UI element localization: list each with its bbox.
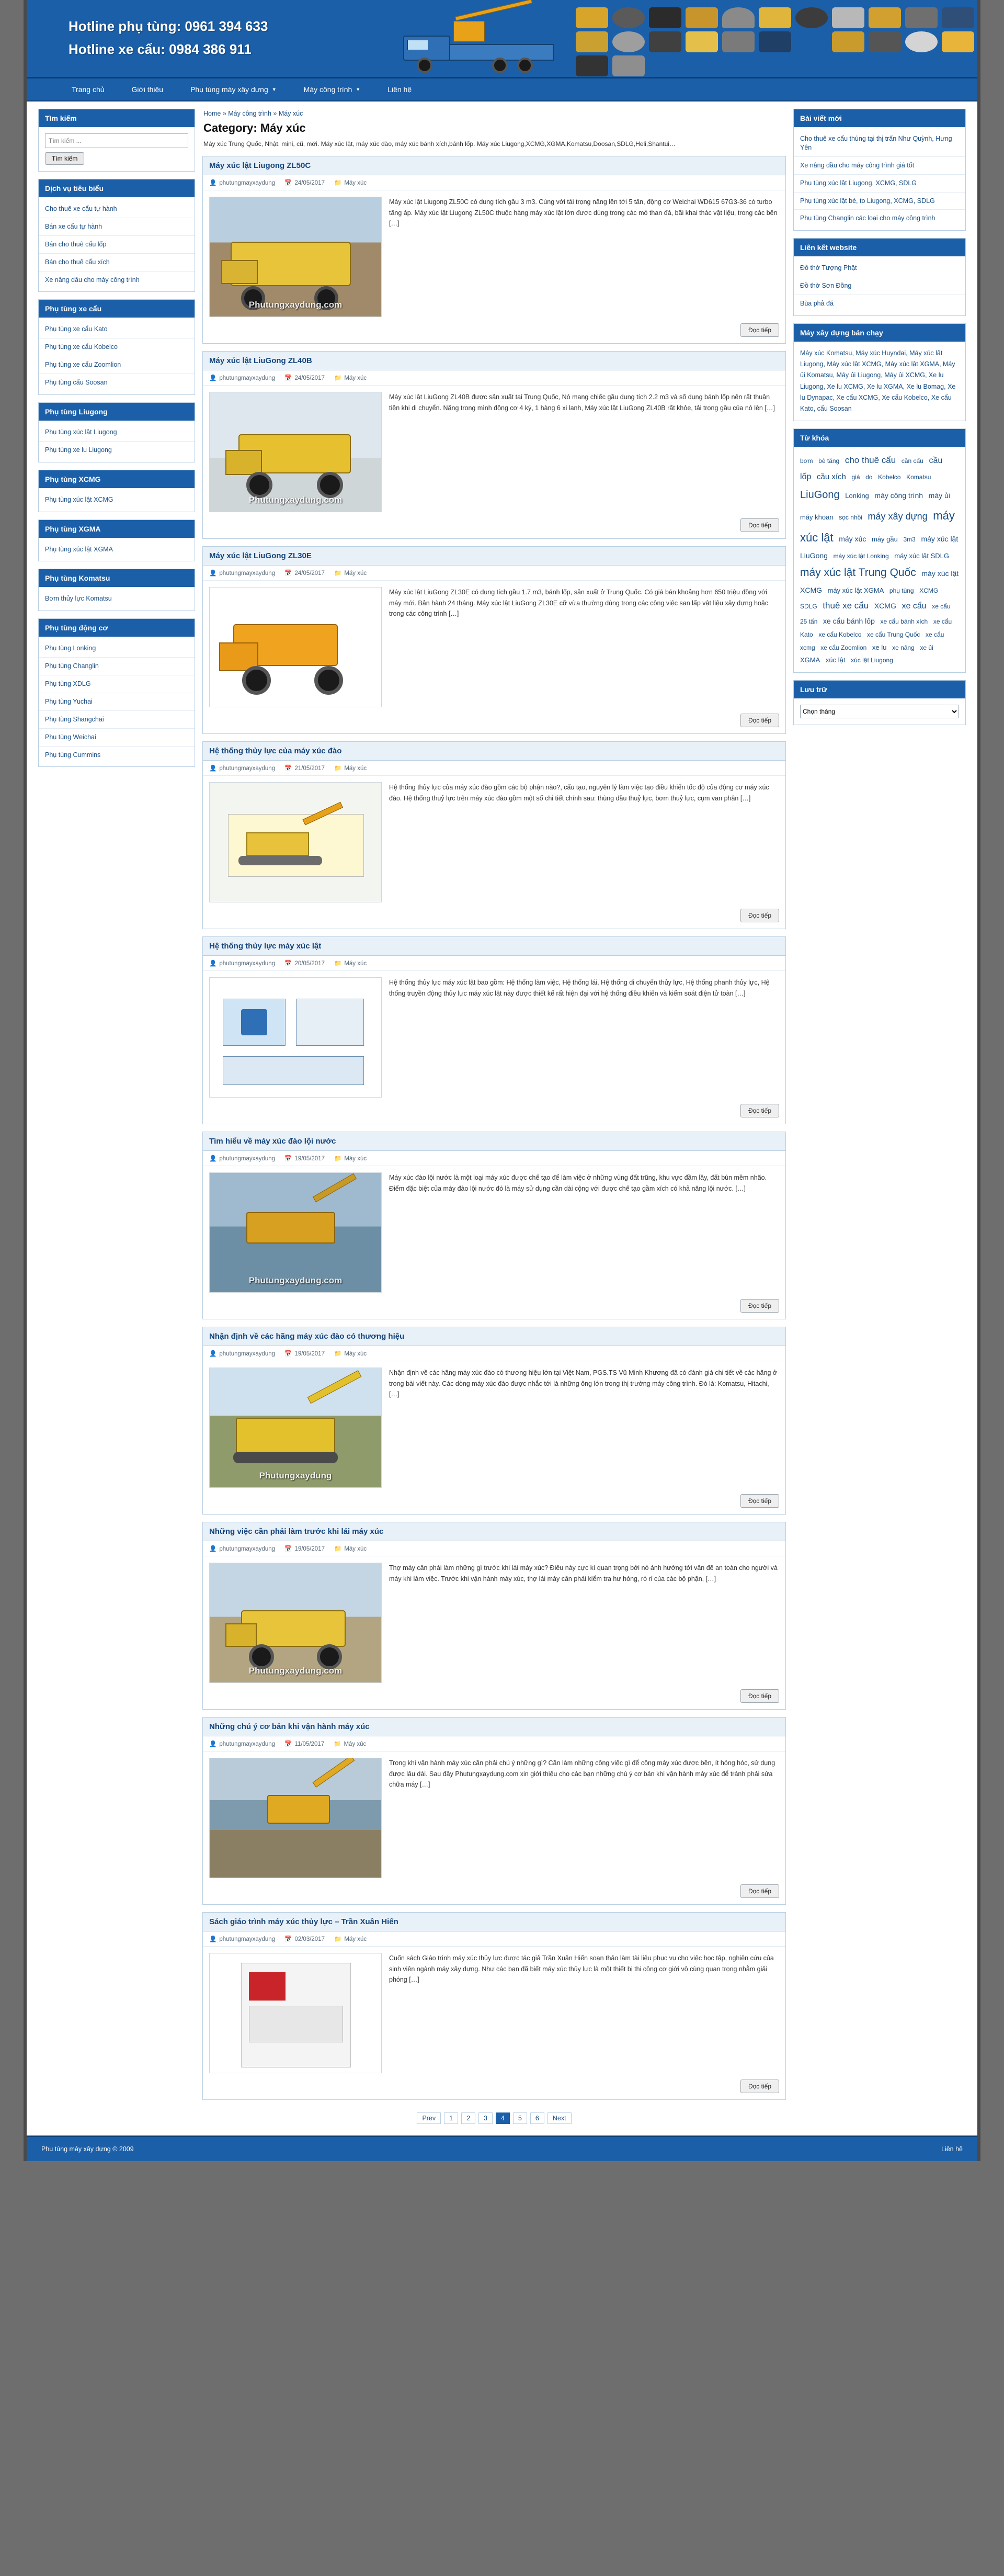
nav-label-4: Liên hệ [387,85,412,94]
tag-41[interactable]: xe lu [872,643,887,651]
widget-bestsellers [793,323,966,422]
tag-35[interactable]: xe cẩu bánh xích [880,618,928,626]
post-item [202,1522,786,1710]
sidebar-item-engine-6[interactable]: Phụ tùng Cummins [45,751,101,759]
post-category[interactable]: 📁 Máy xúc [334,1741,367,1747]
search-button[interactable]: Tìm kiếm [45,152,84,165]
tag-7[interactable]: do [865,473,873,481]
widget-crane-parts [38,299,195,395]
tag-20[interactable]: 3m3 [903,535,916,543]
calendar-icon: 📅 [284,961,292,967]
post-excerpt: Máy xúc lật Liugong ZL50C có dung tích gầu 3 m3. Cùng với tải trọng nâng lên tới 5 tấn, động cơ Weichai WD615 67G3-36 có turbo tăng áp. Máy xúc lật Liugong ZL50C thuộc hàng máy xúc lật lớn được dùng trong các mỏ than đá, bãi khai thác vật liệu, trong các bến […] [389,198,778,228]
user-icon: 👤 [209,1546,217,1552]
folder-icon: 📁 [334,961,342,967]
pagination-next[interactable]: Next [547,2112,572,2124]
calendar-icon: 📅 [284,180,292,186]
user-icon: 👤 [209,180,217,186]
tag-26[interactable]: máy xúc lật XGMA [827,586,884,595]
image-watermark: Phutungxaydung [259,1471,332,1481]
main-content [202,109,786,2126]
folder-icon: 📁 [334,1936,342,1942]
tag-40[interactable]: xe cẩu Zoomlion [820,643,867,651]
read-more-button[interactable]: Đọc tiếp [740,1494,779,1508]
tag-27[interactable]: phụ tùng [889,587,914,595]
widget-komatsu-parts [38,569,195,611]
widget-recent-posts [793,109,966,231]
post-author: 👤 phutungmayxaydung [209,1741,276,1747]
tag-4[interactable]: cầu lốp [800,456,943,481]
read-more-button[interactable]: Đọc tiếp [740,518,779,532]
post-author: 👤 phutungmayxaydung [209,570,276,577]
sidebar-item-liugong-0[interactable]: Phụ tùng xúc lật Liugong [39,424,195,442]
widget-title: Phụ tùng XCMG [39,470,195,488]
post-item [202,1717,786,1905]
tag-28[interactable]: XCMG [919,587,939,595]
read-more-button[interactable]: Đọc tiếp [740,1104,779,1117]
read-more-button[interactable]: Đọc tiếp [740,2080,779,2093]
tag-3[interactable]: cần cẩu [901,457,923,465]
post-thumbnail[interactable] [209,1953,382,2073]
post-author: 👤 phutungmayxaydung [209,765,276,772]
post-excerpt: Hệ thống thủy lực máy xúc lật bao gồm: Hệ thống làm việc, Hệ thống lái, Hệ thống di chuyển thủy lực, Hệ thống phanh thủy lực, Hệ thống truyền động thủy lực máy xúc lật này được thiết kế rất hiện đại với hệ thống điều khiển và kiểm soát điện tử toàn […] [389,979,770,997]
sidebar-item-crane-3[interactable]: Phụ tùng cẩu Soosan [45,379,108,386]
nav-item-4[interactable] [374,78,425,100]
post-author: 👤 phutungmayxaydung [209,1936,276,1942]
widget-title: Từ khóa [794,429,965,447]
sidebar-item-komatsu-0[interactable]: Bơm thủy lực Komatsu [45,595,112,603]
post-author: 👤 phutungmayxaydung [209,1546,276,1552]
post-category[interactable]: 📁 Máy xúc [334,961,367,967]
recent-post-3[interactable]: Phụ tùng xúc lật bé, to Liugong, XCMG, SDLG [794,193,965,210]
folder-icon: 📁 [334,1546,342,1552]
post-thumbnail[interactable] [209,977,382,1098]
pagination[interactable] [202,2107,786,2126]
tag-1[interactable]: bê tăng [818,457,840,465]
sidebar-item-service-3[interactable]: Bán cho thuê cẩu xích [39,254,195,272]
post-date: 📅 21/05/2017 [284,765,325,772]
read-more-button[interactable]: Đọc tiếp [740,1689,779,1703]
sidebar-item-service-1[interactable]: Bán xe cẩu tự hành [39,218,195,236]
post-date: 📅 19/05/2017 [284,1351,325,1357]
post-thumbnail[interactable] [209,1563,382,1683]
folder-icon: 📁 [334,1741,341,1747]
widget-engine-parts [38,618,195,767]
tag-17[interactable]: máy xúc lật [800,509,955,544]
calendar-icon: 📅 [284,1351,292,1357]
post-category[interactable]: 📁 Máy xúc [334,1546,367,1552]
crane-truck-illustration [403,9,565,70]
post-excerpt: Nhận định về các hãng máy xúc đào có thương hiệu lớn tại Việt Nam, PGS.TS Vũ Minh Khương đã có đánh giá chi tiết về các hãng ở trong bài viết này. Các dòng máy xúc đào được nhắc tới là những ông lớn trong thị trường máy công trình. Đó là: Komatsu, Hitachi, […] [389,1369,778,1398]
tag-12[interactable]: máy công trình [874,491,923,500]
right-sidebar [793,109,966,732]
sidebar-item-crane-0[interactable]: Phụ tùng xe cẩu Kato [39,321,195,338]
image-watermark: Phutungxaydung.com [248,1275,343,1285]
widget-archives [793,680,966,725]
nav-item-3[interactable] [290,78,374,100]
widget-title: Dịch vụ tiêu biểu [39,179,195,197]
post-category[interactable]: 📁 Máy xúc [334,1351,367,1357]
post-author: 👤 phutungmayxaydung [209,375,276,381]
nav-label-2: Phụ tùng máy xây dựng [190,85,268,94]
read-more-button[interactable]: Đọc tiếp [740,323,779,337]
widget-links [793,238,966,316]
tag-14[interactable]: máy khoan [800,513,834,522]
image-watermark: Phutungxaydung.com [248,1666,343,1676]
post-category[interactable]: 📁 Máy xúc [334,570,367,577]
tag-19[interactable]: máy gầu [871,535,898,543]
post-title[interactable]: Máy xúc lật LiuGong ZL40B [209,356,312,365]
user-icon: 👤 [209,375,217,381]
widget-title: Liên kết website [794,239,965,256]
folder-icon: 📁 [334,180,342,186]
post-excerpt: Máy xúc đào lội nước là một loại máy xúc được chế tạo để làm việc ở những vùng đất trũng, khu vực đầm lầy, đất bùn mềm nhão. Điểm đặc biệt của máy đào lội nước đó là máy sử dụng cần dài cộng với được chế tạo gầm xích có khả năng lội nước. […] [389,1174,767,1192]
tag-38[interactable]: xe cẩu Trung Quốc [867,631,920,639]
post-date: 📅 24/05/2017 [284,180,325,186]
calendar-icon: 📅 [284,1936,292,1942]
tag-11[interactable]: Lonking [845,492,869,500]
tag-43[interactable]: xe ủi [920,643,933,651]
left-sidebar [38,109,195,774]
pagination-prev[interactable]: Prev [417,2112,441,2124]
folder-icon: 📁 [334,570,342,577]
tag-cloud[interactable] [794,447,965,672]
post-item [202,351,786,539]
post-author: 👤 phutungmayxaydung [209,1351,276,1357]
post-category[interactable]: 📁 Máy xúc [334,1936,367,1942]
user-icon: 👤 [209,1156,217,1162]
hotline-crane: Hotline xe cẩu: 0984 386 911 [69,41,252,57]
post-excerpt: Cuốn sách Giáo trình máy xúc thủy lực được tác giả Trần Xuân Hiến soạn thảo làm tài liệu phục vụ cho việc học tập, nghiên cứu của sinh viên ngành máy xây dựng. Như các bạn đã biết máy xúc thủy lực là một thiết bị thi công cơ giới vô cùng quan trọng nhằm giải phóng […] [389,1954,774,1984]
post-excerpt: Hệ thống thủy lực của máy xúc đào gồm các bộ phận nào?, cấu tạo, nguyên lý làm việc tạo điều khiển tốc độ của động cơ máy xúc đào. Hệ thống thuỷ lực trên máy xúc đào gồm một số chi tiết chính sau: thùng dầu thuỷ lực, bơm thuỷ lực, cụm van phân […] [389,784,769,802]
bestsellers-text: Máy xúc Komatsu, Máy xúc Huyndai, Máy xúc lật Liugong, Máy xúc lật XCMG, Máy xúc lật XGMA, Máy ủi Komatsu, Máy ủi Liugong, Máy ủi XCMG, Xe lu Liugong, Xe lu XCMG, Xe lu XGMA, Xe lu Bomag, Xe lu Dynapac, Xe cẩu XCMG, Xe cẩu Kobelco, Xe cẩu Kato, cẩu Soosan [800,349,956,413]
sidebar-item-engine-3[interactable]: Phụ tùng Yuchai [39,693,195,711]
sidebar-item-service-4[interactable]: Xe nâng dầu cho máy công trình [45,276,140,284]
user-icon: 👤 [209,1741,217,1747]
sidebar-item-xcmg-0[interactable]: Phụ tùng xúc lật XCMG [45,495,113,503]
pagination-page-5[interactable]: 5 [513,2112,527,2124]
chevron-down-icon: ▼ [271,87,277,92]
recent-post-4[interactable]: Phụ tùng Changlin các loại cho máy công trình [800,214,935,222]
recent-post-2[interactable]: Phụ tùng xúc lật Liugong, XCMG, SDLG [794,175,965,193]
sidebar-item-service-2[interactable]: Bán cho thuê cẩu lốp [39,236,195,254]
calendar-icon: 📅 [284,570,292,577]
post-date: 📅 20/05/2017 [284,961,325,967]
post-item [202,741,786,929]
nav-item-0[interactable] [58,78,118,100]
tag-29[interactable]: SDLG [800,603,817,611]
nav-label-1: Giới thiệu [131,85,164,94]
widget-title: Phụ tùng Liugong [39,403,195,421]
link-item-2[interactable]: Bùa phả đá [800,300,834,307]
tag-45[interactable]: xúc lật [825,656,846,664]
recent-post-0[interactable]: Cho thuê xe cẩu thùng tại thị trấn Như Quỳnh, Hưng Yên [794,130,965,157]
calendar-icon: 📅 [284,765,292,772]
read-more-button[interactable]: Đọc tiếp [740,909,779,922]
recent-post-1[interactable]: Xe nâng dầu cho máy công trình giá tốt [794,157,965,175]
post-title[interactable]: Những việc cần phải làm trước khi lái máy xúc [209,1527,384,1536]
folder-icon: 📁 [334,1156,342,1162]
image-watermark: Phutungxaydung.com [248,495,343,505]
widget-title: Bài viết mới [794,109,965,127]
sidebar-item-engine-4[interactable]: Phụ tùng Shangchai [39,711,195,729]
post-thumbnail[interactable] [209,1368,382,1488]
calendar-icon: 📅 [284,1156,292,1162]
post-item [202,156,786,344]
post-item [202,1912,786,2100]
widget-tag-cloud [793,428,966,673]
tag-34[interactable]: xe cẩu bánh lốp [823,617,875,626]
post-thumbnail[interactable] [209,782,382,902]
post-author: 👤 phutungmayxaydung [209,961,276,967]
tag-2[interactable]: cho thuê cẩu [845,455,896,466]
pagination-page-1[interactable]: 1 [444,2112,458,2124]
tag-6[interactable]: giá [851,473,860,481]
sidebar-item-engine-0[interactable]: Phụ tùng Lonking [39,640,195,658]
post-category[interactable]: 📁 Máy xúc [334,1156,367,1162]
post-item [202,1132,786,1319]
category-description: Máy xúc Trung Quốc, Nhật, mini, cũ, mới. Máy xúc lật, máy xúc đào, máy xúc bánh xích,bánh lốp. Máy xúc Liugong,XCMG,XGMA,Komatsu,Doosan,SDLG,Heli,Shantui… [203,140,676,148]
post-category[interactable]: 📁 Máy xúc [334,765,367,772]
tag-24[interactable]: máy xúc lật Trung Quốc [800,567,916,579]
tag-16[interactable]: máy xây dựng [868,511,928,522]
link-item-1[interactable]: Đồ thờ Sơn Đồng [794,277,965,295]
post-title[interactable]: Hệ thống thủy lực máy xúc lật [209,942,322,951]
sidebar-item-engine-2[interactable]: Phụ tùng XDLG [39,675,195,693]
post-title[interactable]: Hệ thống thủy lực của máy xúc đào [209,747,342,755]
post-author: 👤 phutungmayxaydung [209,1156,276,1162]
read-more-button[interactable]: Đọc tiếp [740,1884,779,1898]
breadcrumb[interactable]: Home » Máy công trình » Máy xúc [203,110,303,117]
post-thumbnail[interactable] [209,197,382,317]
user-icon: 👤 [209,570,217,577]
post-thumbnail[interactable] [209,1758,382,1878]
tag-13[interactable]: máy ủi [928,491,950,500]
widget-title: Phụ tùng xe cẩu [39,300,195,318]
post-title[interactable]: Những chú ý cơ bản khi vận hành máy xúc [209,1722,370,1731]
tag-15[interactable]: sọc nhồi [839,514,862,522]
widget-liugong-parts [38,402,195,462]
footer-contact-link[interactable]: Liên hệ [941,2145,963,2153]
tag-32[interactable]: xe cẩu [902,602,927,611]
archive-select[interactable] [800,705,959,718]
sidebar-item-service-0[interactable]: Cho thuê xe cẩu tự hành [39,200,195,218]
widget-title: Phụ tùng động cơ [39,619,195,637]
post-title[interactable]: Máy xúc lật LiuGong ZL30E [209,551,312,560]
tag-10[interactable]: LiuGong [800,489,840,501]
sidebar-item-xgma-0[interactable]: Phụ tùng xúc lật XGMA [45,545,113,553]
pagination-page-current: 4 [496,2112,510,2124]
chevron-down-icon: ▼ [356,87,361,92]
post-excerpt: Trong khi vận hành máy xúc cần phải chú ý những gì? Cần làm những công việc gì để công máy xúc được bền, ít hỏng hóc, sử dụng được lâu dài. Sau đây Phutungxaydung.com xin giới thiệu cho các bạn những chú ý cơ bản khi vận hành máy xúc để tránh phải sửa chữa máy […] [389,1759,775,1789]
post-thumbnail[interactable] [209,587,382,707]
post-thumbnail[interactable] [209,392,382,512]
site-footer [27,2136,977,2161]
pagination-page-3[interactable]: 3 [478,2112,493,2124]
tag-39[interactable]: xe cẩu xcmg [800,631,944,651]
calendar-icon: 📅 [284,1546,292,1552]
hotline-block [69,15,268,61]
post-excerpt: Máy xúc lật LiuGong ZL40B được sản xuất tại Trung Quốc, Nó mang chiếc gầu dung tích 2.2 m3 và số dụng bánh lốp nên rất thuận tiện khi di chuyển. Nặng trong mình động cơ 4 ký, 1 hàng 6 xi lanh, Máy xúc lật LiuGong ZL40B rất khỏe, tải trọng gầu của nó lên […] [389,393,775,412]
link-item-0[interactable]: Đồ thờ Tượng Phật [794,259,965,277]
pagination-page-2[interactable]: 2 [461,2112,475,2124]
tag-33[interactable]: xe cẩu 25 tấn [800,603,951,626]
post-category[interactable]: 📁 Máy xúc [334,375,367,381]
widget-search [38,109,195,172]
widget-title: Phụ tùng Komatsu [39,569,195,587]
post-date: 📅 24/05/2017 [284,570,325,577]
widget-featured-services [38,179,195,292]
nav-item-2[interactable] [177,78,290,100]
post-excerpt: Thợ máy cần phải làm những gì trước khi lái máy xúc? Điều này cực kì quan trọng bởi nó ảnh hưởng tới vấn đề an toàn cho người và máy khi làm việc. Trước khi vận hành máy xúc, thợ lái máy cần phải kiểm tra hư hỏng, rò rỉ của các bộ phận, […] [389,1564,778,1583]
page-root [24,0,980,2161]
post-title[interactable]: Máy xúc lật Liugong ZL50C [209,161,311,170]
widget-xcmg-parts [38,470,195,512]
calendar-icon: 📅 [284,1741,292,1747]
spare-parts-collage [576,4,977,74]
header-banner-art [393,0,977,78]
post-item [202,546,786,734]
sidebar-item-liugong-1[interactable]: Phụ tùng xe lu Liugong [45,446,112,454]
post-title[interactable]: Nhận định về các hãng máy xúc đào có thương hiệu [209,1332,405,1341]
tag-5[interactable]: cầu xích [816,472,846,481]
post-item [202,936,786,1124]
tag-18[interactable]: máy xúc [839,534,866,543]
post-title[interactable]: Sách giáo trình máy xúc thủy lực – Trần Xuân Hiến [209,1917,398,1926]
post-excerpt: Máy xúc lật LiuGong ZL30E có dung tích gầu 1.7 m3, bánh lốp, sản xuất ở Trung Quốc. Có giá bán khoảng hơn 650 triệu đồng với máy mới. Bản hành 24 tháng. Máy xúc lật LiuGong ZL30E cỡ vừa thường dùng trong các công việc san lấp vật liệu xây dựng hoặc trong các công trình […] [389,589,769,618]
post-date: 📅 02/03/2017 [284,1936,325,1942]
tag-0[interactable]: bơm [800,457,813,465]
sidebar-item-crane-1[interactable]: Phụ tùng xe cẩu Kobelco [39,338,195,356]
read-more-button[interactable]: Đọc tiếp [740,714,779,727]
footer-copyright: Phụ tùng máy xây dựng © 2009 [41,2145,134,2153]
tag-22[interactable]: máy xúc lật Lonking [833,552,889,560]
nav-label-0: Trang chủ [72,85,105,94]
page-title: Category: Máy xúc [203,121,306,134]
nav-label-3: Máy công trình [303,85,352,94]
tag-36[interactable]: xe cẩu Kato [800,618,952,639]
calendar-icon: 📅 [284,375,292,381]
post-category[interactable]: 📁 Máy xúc [334,180,367,186]
tag-42[interactable]: xe nâng [892,643,915,651]
post-date: 📅 24/05/2017 [284,375,325,381]
tag-25[interactable]: máy xúc lật XCMG [800,569,959,595]
content-wrapper [27,101,977,2136]
sidebar-item-engine-5[interactable]: Phụ tùng Weichai [39,729,195,747]
nav-item-1[interactable] [118,78,177,100]
post-item [202,1327,786,1515]
widget-title: Máy xây dựng bán chạy [794,324,965,342]
post-date: 📅 19/05/2017 [284,1156,325,1162]
user-icon: 👤 [209,1351,217,1357]
widget-title: Phụ tùng XGMA [39,520,195,538]
post-date: 📅 11/05/2017 [284,1741,325,1747]
site-header [27,0,977,78]
post-author: 👤 phutungmayxaydung [209,180,276,186]
image-watermark: Phutungxaydung.com [248,300,343,310]
tag-8[interactable]: Kobelco [878,473,901,481]
widget-xgma-parts [38,519,195,562]
tag-37[interactable]: xe cẩu Kobelco [818,631,862,639]
user-icon: 👤 [209,765,217,772]
main-navigation[interactable] [27,78,977,101]
sidebar-item-engine-1[interactable]: Phụ tùng Changlin [39,658,195,675]
post-title[interactable]: Tìm hiểu về máy xúc đào lội nước [209,1137,336,1146]
folder-icon: 📁 [334,1351,342,1357]
sidebar-item-crane-2[interactable]: Phụ tùng xe cẩu Zoomlion [39,356,195,374]
tag-44[interactable]: XGMA [800,656,820,664]
post-thumbnail[interactable] [209,1172,382,1293]
widget-title: Lưu trữ [794,681,965,698]
tag-30[interactable]: thuê xe cẩu [823,601,869,611]
user-icon: 👤 [209,961,217,967]
pagination-page-6[interactable]: 6 [530,2112,544,2124]
folder-icon: 📁 [334,375,342,381]
user-icon: 👤 [209,1936,217,1942]
tag-9[interactable]: Komatsu [906,473,931,481]
folder-icon: 📁 [334,765,342,772]
widget-search-title: Tìm kiếm [39,109,195,127]
hotline-parts: Hotline phụ tùng: 0961 394 633 [69,18,268,34]
post-date: 📅 19/05/2017 [284,1546,325,1552]
tag-23[interactable]: máy xúc lật SDLG [894,551,950,560]
search-input[interactable] [45,133,188,148]
tag-21[interactable]: máy xúc lật LiuGong [800,534,959,560]
tag-31[interactable]: XCMG [874,602,896,611]
tag-46[interactable]: xúc lật Liugong [851,657,893,664]
read-more-button[interactable]: Đọc tiếp [740,1299,779,1313]
